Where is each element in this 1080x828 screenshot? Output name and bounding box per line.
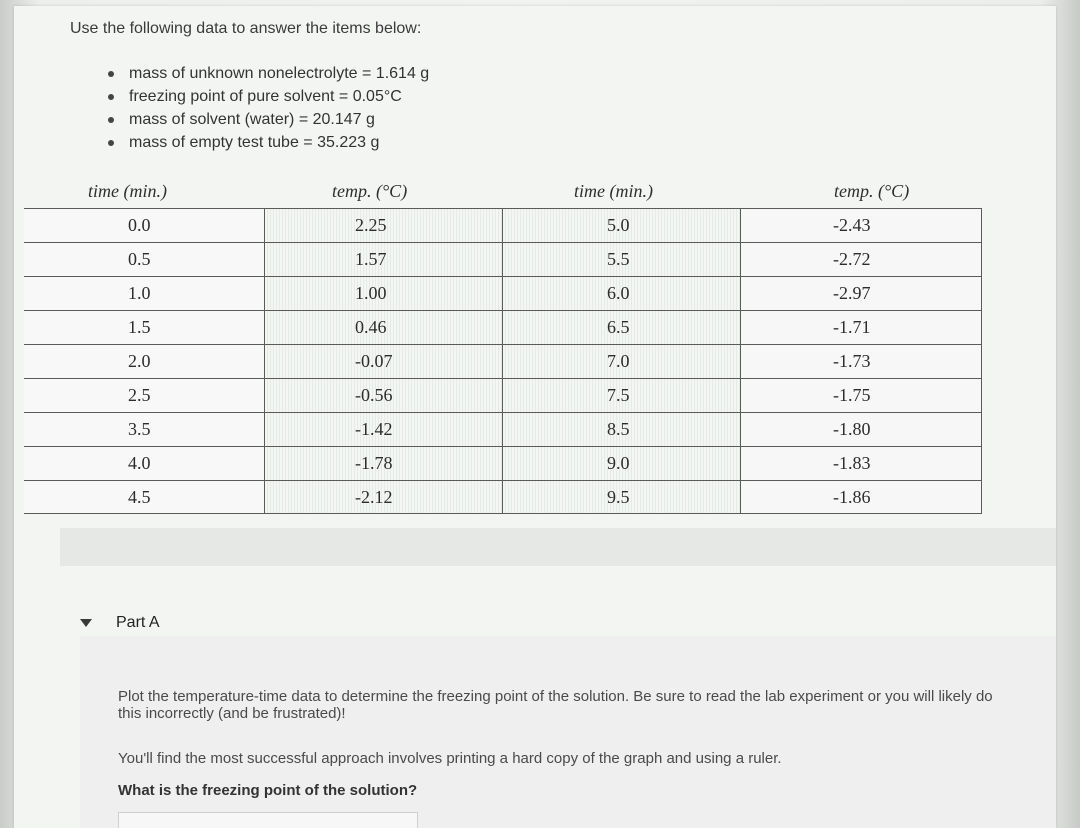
table-cell: 0.0 — [24, 209, 264, 242]
table-row — [24, 276, 982, 310]
table-cell: -1.78 — [264, 447, 502, 480]
table-cell: 2.0 — [24, 345, 264, 378]
table-cell: -2.72 — [740, 243, 982, 276]
bullet-icon — [108, 117, 114, 123]
part-a-question: What is the freezing point of the solution? — [118, 782, 418, 799]
table-cell: 4.5 — [24, 481, 264, 513]
table-cell: 1.00 — [264, 277, 502, 310]
part-a-toggle[interactable] — [80, 612, 160, 634]
table-row — [24, 480, 982, 514]
divider-band — [60, 528, 1056, 566]
table-cell: 1.0 — [24, 277, 264, 310]
column-header-temp: temp. (°C) — [834, 180, 910, 201]
table-cell: -1.73 — [740, 345, 982, 378]
table-row — [24, 446, 982, 480]
table-row — [24, 242, 982, 276]
table-cell: 9.0 — [502, 447, 740, 480]
part-a-panel — [80, 636, 1056, 828]
table-row — [24, 378, 982, 412]
table-cell: -1.75 — [740, 379, 982, 412]
answer-input[interactable] — [118, 812, 418, 828]
temperature-time-table — [24, 174, 982, 514]
table-cell: 1.5 — [24, 311, 264, 344]
table-cell: 4.0 — [24, 447, 264, 480]
table-cell: -1.86 — [740, 481, 982, 513]
table-cell: -0.56 — [264, 379, 502, 412]
column-header-time: time (min.) — [88, 180, 167, 201]
table-cell: 6.0 — [502, 277, 740, 310]
column-header-temp: temp. (°C) — [332, 180, 408, 201]
intro-text: Use the following data to answer the items below: — [70, 20, 422, 37]
table-cell: 5.5 — [502, 243, 740, 276]
list-item: freezing point of pure solvent = 0.05°C — [104, 85, 429, 108]
list-item: mass of solvent (water) = 20.147 g — [104, 108, 429, 131]
table-cell: 0.46 — [264, 311, 502, 344]
table-cell: -1.83 — [740, 447, 982, 480]
part-a-instruction: Plot the temperature-time data to determine the freezing point of the solution. Be sure to read the lab experiment or you will likely do this incorrectly (and be frustrated)! — [118, 688, 993, 722]
table-cell: 9.5 — [502, 481, 740, 513]
bullet-icon — [108, 140, 114, 146]
table-cell: 6.5 — [502, 311, 740, 344]
table-cell: 5.0 — [502, 209, 740, 242]
table-cell: 0.5 — [24, 243, 264, 276]
table-cell: -1.42 — [264, 413, 502, 446]
table-cell: 2.5 — [24, 379, 264, 412]
table-cell: -2.43 — [740, 209, 982, 242]
list-item: mass of unknown nonelectrolyte = 1.614 g — [104, 62, 429, 85]
table-cell: 7.0 — [502, 345, 740, 378]
table-cell: 7.5 — [502, 379, 740, 412]
table-cell: -1.80 — [740, 413, 982, 446]
table-row — [24, 310, 982, 344]
table-cell: 1.57 — [264, 243, 502, 276]
table-cell: 3.5 — [24, 413, 264, 446]
table-cell: -1.71 — [740, 311, 982, 344]
given-data-list — [104, 62, 429, 154]
table-row — [24, 344, 982, 378]
list-item: mass of empty test tube = 35.223 g — [104, 131, 429, 154]
table-cell: 8.5 — [502, 413, 740, 446]
column-header-time: time (min.) — [574, 180, 653, 201]
bullet-icon — [108, 94, 114, 100]
table-cell: -2.12 — [264, 481, 502, 513]
table-row — [24, 208, 982, 242]
table-header — [24, 174, 982, 208]
bullet-icon — [108, 71, 114, 77]
table-row — [24, 412, 982, 446]
table-cell: 2.25 — [264, 209, 502, 242]
caret-down-icon[interactable] — [80, 619, 92, 627]
table-cell: -0.07 — [264, 345, 502, 378]
part-a-tip: You'll find the most successful approach involves printing a hard copy of the graph and using a ruler. — [118, 750, 782, 767]
table-cell: -2.97 — [740, 277, 982, 310]
part-a-label[interactable]: Part A — [116, 614, 160, 631]
